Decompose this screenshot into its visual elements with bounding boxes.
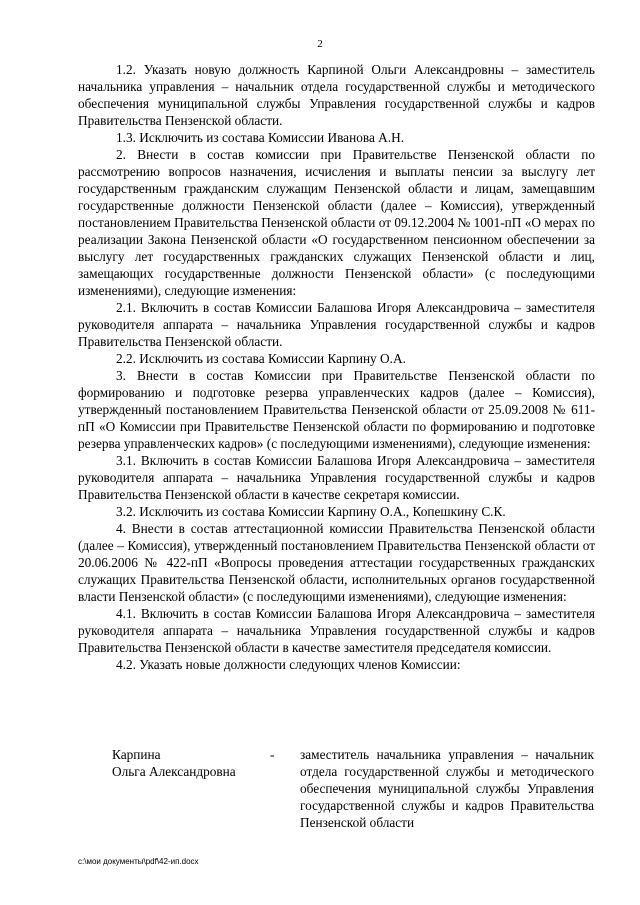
member-surname: Карпина [112, 747, 161, 762]
member-position: заместитель начальника управления – начальник отдела государственной службы и методического обеспечения муниципальной службы Управления государственной службы и кадров Правительства Пензенской области [300, 747, 594, 830]
members-table [112, 746, 596, 831]
member-name [112, 746, 270, 831]
paragraph-2-2: 2.2. Исключить из состава Комиссии Карпину О.А. [116, 351, 406, 366]
paragraph-2: 2. Внести в состав комиссии при Правительстве Пензенской области по рассмотрению вопросов назначения, исчисления и выплаты пенсии за выслугу лет государственным гражданским служащим Пензенской области и лицам, замещавшим государственные должности Пензенской области (далее – Комиссия), утвержденный постановлением Правительства Пензенской области от 09.12.2004 № 1001-пП «О мерах по реализации Закона Пензенской области «О государственном пенсионном обеспечении за выслугу лет государственных гражданских служащих Пензенской области и лиц, замещающих государственные должности Пензенской области» (с последующими изменениями), следующие изменения: [78, 147, 595, 298]
member-row [112, 746, 596, 831]
paragraph-3-1: 3.1. Включить в состав Комиссии Балашова Игоря Александровича – заместителя руководителя аппарата – начальника Управления государственной службы и кадров Правительства Пензенской области в качестве секретаря комиссии. [78, 453, 595, 502]
paragraph-3: 3. Внести в состав Комиссии при Правительстве Пензенской области по формированию и подготовке резерва управленческих кадров (далее – Комиссия), утвержденный постановлением Правительства Пензенской области от 25.09.2008 № 611-пП «О Комиссии при Правительстве Пензенской области по формированию и подготовке резерва управленческих кадров» (с последующими изменениями), следующие изменения: [78, 368, 595, 451]
paragraph-1-3: 1.3. Исключить из состава Комиссии Иванова А.Н. [116, 130, 405, 145]
member-dash: - [270, 747, 275, 762]
paragraph-3-2: 3.2. Исключить из состава Комиссии Карпину О.А., Копешкину С.К. [116, 504, 506, 519]
paragraph-4: 4. Внести в состав аттестационной комиссии Правительства Пензенской области (далее – Комиссия), утвержденный постановлением Правительства Пензенской области от 20.06.2006 № 422-пП «Вопросы проведения аттестации государственных гражданских служащих Правительства Пензенской области, исполнительных органов государственной власти Пензенской области» (с последующими изменениями), следующие изменения: [78, 521, 595, 604]
paragraph-1-2: 1.2. Указать новую должность Карпиной Ольги Александровны – заместитель начальника управления – начальник отдела государственной службы и методического обеспечения муниципальной службы Управления государственной службы и кадров Правительства Пензенской области. [78, 62, 595, 128]
document-body [78, 61, 595, 673]
file-path-footer: c:\мои документы\pdf\42-ип.docx [78, 857, 199, 866]
page-number: 2 [317, 38, 323, 50]
paragraph-2-1: 2.1. Включить в состав Комиссии Балашова Игоря Александровича – заместителя руководителя аппарата – начальника Управления государственной службы и кадров Правительства Пензенской области. [78, 300, 595, 349]
member-given-names: Ольга Александровна [112, 764, 236, 779]
paragraph-4-2: 4.2. Указать новые должности следующих членов Комиссии: [116, 657, 461, 672]
paragraph-4-1: 4.1. Включить в состав Комиссии Балашова Игоря Александровича – заместителя руководителя аппарата – начальника Управления государственной службы и кадров Правительства Пензенской области в качестве заместителя председателя комиссии. [78, 606, 595, 655]
